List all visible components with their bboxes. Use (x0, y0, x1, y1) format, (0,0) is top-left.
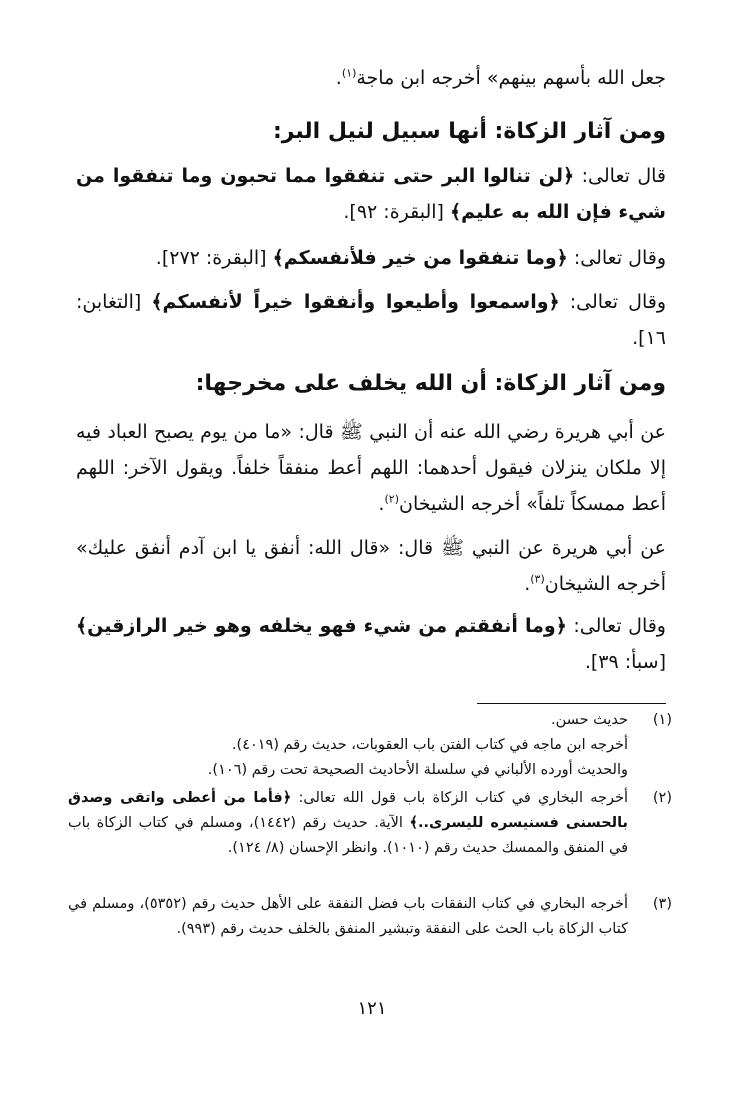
footnote-rest: الآية. حديث رقم (١٤٤٢)، ومسلم في كتاب الزكاة باب في المنفق والممسك حديث رقم (١٠١٠). وانظر الإحسان (٨/ ١٢٤). (68, 815, 628, 856)
footnote-text: أخرجه البخاري في كتاب النفقات باب فضل النفقة على الأهل حديث رقم (٥٣٥٢)، ومسلم في كتاب الزكاة باب الحث على النفقة وتبشير المنفق بالخلف حديث رقم (٩٩٣). (68, 896, 628, 937)
verse-paragraph-3 (76, 284, 666, 356)
footnote-2 (68, 786, 672, 861)
section-heading-replacement (76, 366, 666, 402)
footnote-3 (68, 892, 672, 942)
footnote-ref-1[interactable]: (١) (341, 66, 357, 80)
heading-text: ومن آثار الزكاة: أنها سبيل لنيل البر: (272, 119, 666, 144)
hadith-end: . (378, 493, 385, 515)
intro-end: . (335, 67, 342, 89)
verse-paragraph-2 (76, 240, 666, 276)
verse-reference: [البقرة: ٢٧٢]. (155, 247, 273, 269)
verse-reference: [التغابن: ١٦]. (76, 291, 666, 349)
quran-quote: ﴿وما تنفقوا من خير فلأنفسكم﴾ (272, 247, 568, 269)
intro-text: جعل الله بأسهم بينهم» أخرجه ابن ماجة (356, 67, 666, 89)
verse-paragraph-4 (76, 608, 666, 680)
verse-reference: [البقرة: ٩٢]. (343, 201, 451, 223)
footnote-1 (68, 708, 672, 783)
heading-text: ومن آثار الزكاة: أن الله يخلف على مخرجها: (195, 371, 666, 396)
hadith-paragraph-2 (76, 530, 666, 602)
footnote-ref-2[interactable]: (٢) (384, 492, 399, 506)
footnote-number: (٢) (652, 790, 672, 806)
hadith-paragraph-1 (76, 414, 666, 522)
quran-quote: ﴿واسمعوا وأطيعوا وأنفقوا خيراً لأنفسكم﴾ (151, 291, 560, 313)
quran-quote: ﴿وما أنفقتم من شيء فهو يخلفه وهو خير الرازقين﴾ (76, 615, 567, 637)
hadith-text: عن أبي هريرة عن النبي ﷺ قال: «قال الله: أنفق يا ابن آدم أنفق عليك» أخرجه الشيخان (76, 537, 666, 595)
page-number: ١٢١ (357, 998, 387, 1019)
intro-paragraph (76, 60, 666, 96)
hadith-text: عن أبي هريرة رضي الله عنه أن النبي ﷺ قال: «ما من يوم يصبح العباد فيه إلا ملكان ينزلان فيقول أحدهما: اللهم أعط منفقاً خلفاً. ويقول الآخر: اللهم أعط ممسكاً تلفاً» أخرجه الشيخان (76, 421, 666, 515)
hadith-end: . (524, 573, 531, 595)
verse-reference: [سبأ: ٣٩]. (584, 651, 666, 673)
verse-lead: وقال تعالى: (566, 615, 666, 637)
footnote-lead: أخرجه البخاري في كتاب الزكاة باب قول الله تعالى: (291, 790, 628, 806)
footnote-ref-3[interactable]: (٣) (530, 572, 545, 586)
section-heading-righteousness (76, 114, 666, 150)
footnote-line: أخرجه ابن ماجه في كتاب الفتن باب العقوبات، حديث رقم (٤٠١٩). (231, 737, 628, 753)
footnote-line: حديث حسن. (550, 712, 628, 728)
verse-lead: وقال تعالى: (567, 247, 666, 269)
footnote-number: (١) (652, 712, 672, 728)
footnote-number: (٣) (652, 896, 672, 912)
quran-quote: ﴿لن تنالوا البر حتى تنفقوا مما تحبون وما تنفقوا من شيء فإن الله به عليم﴾ (76, 165, 666, 223)
quran-quote: ﴿فأما من أعطى واتقى وصدق بالحسنى فسنيسره لليسرى..﴾ (68, 790, 628, 831)
verse-lead: قال تعالى: (574, 165, 667, 187)
verse-paragraph-1 (76, 158, 666, 230)
footnote-line: والحديث أورده الألباني في سلسلة الأحاديث الصحيحة تحت رقم (١٠٦). (207, 762, 628, 778)
footnote-separator (477, 703, 666, 704)
verse-lead: وقال تعالى: (559, 291, 666, 313)
